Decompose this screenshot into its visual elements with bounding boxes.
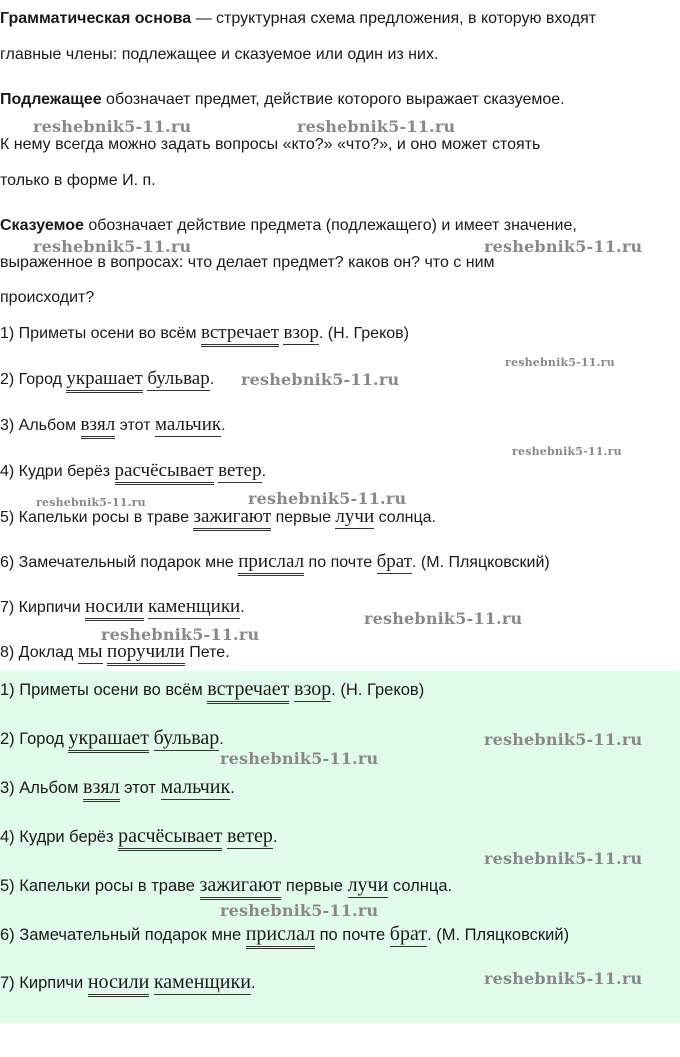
sentence-text: . [209,371,215,388]
subject-word: брат [389,923,428,945]
definition-predicate [0,216,577,236]
watermark: reshebnik5-11.ru [101,625,260,644]
watermark: reshebnik5-11.ru [364,609,523,628]
sentence-text: по почте [315,926,390,944]
subject-word: мальчик [154,414,222,435]
sentence-text: . [250,974,256,992]
sentence-text: 6) Замечательный подарок мне [0,554,239,571]
sentence-text: по почте [304,554,377,571]
subject-word: каменщики [153,971,251,993]
subject-word: лучи [347,874,389,896]
sentence-2 [0,369,214,390]
definition-grammatical-basis [0,9,596,29]
sentence-4 [0,461,266,482]
watermark: reshebnik5-11.ru [505,356,615,369]
answer-sentence-7 [0,972,256,993]
definition-text: К нему всегда можно задать вопросы «кто?» «что?», и оно может стоять [0,136,541,153]
sentence-8 [0,642,230,663]
subject-word: мальчик [160,776,231,798]
subject-word: взор [294,678,332,700]
predicate-word: украшает [66,368,142,393]
sentence-text: . [230,779,235,797]
subject-word: ветер [218,460,262,481]
watermark: reshebnik5-11.ru [484,237,643,256]
predicate-word: украшает [68,727,149,753]
sentence-text: 4) Кудри берёз [0,463,115,480]
sentence-text: . [219,730,224,748]
term-grammatical-basis: Грамматическая основа [0,10,192,27]
definition-text: происходит? [0,289,95,306]
answer-sentence-6 [0,924,569,945]
answer-sentence-5 [0,875,452,896]
watermark: reshebnik5-11.ru [220,901,379,920]
sentence-text: . (М. Пляцковский) [412,554,550,571]
predicate-word: зажигают [193,506,271,531]
sentence-5 [0,507,436,528]
sentence-text: 4) Кудри берёз [0,828,119,846]
sentence-text: . [261,463,267,480]
term-predicate: Сказуемое [0,217,84,234]
sentence-text: 2) Город [0,730,69,748]
sentence-3 [0,415,226,436]
sentence-text: 5) Капельки росы в траве [0,509,194,526]
predicate-word: встречает [207,678,289,704]
sentence-text: 7) Кирпичи [0,599,86,616]
sentence-text: . (М. Пляцковский) [427,926,570,944]
subject-word: лучи [335,506,375,527]
sentence-text: . (Н. Греков) [331,681,425,699]
sentence-text: . (Н. Греков) [318,325,409,342]
watermark: reshebnik5-11.ru [512,445,622,458]
watermark: reshebnik5-11.ru [484,730,643,749]
sentence-6 [0,552,550,573]
sentence-text: 8) Доклад [0,644,78,661]
definition-text: обозначает действие предмета (подлежащего) и имеет значение, [83,217,577,234]
sentence-text: первые [281,877,348,895]
watermark: reshebnik5-11.ru [220,749,379,768]
sentence-text: 3) Альбом [0,417,81,434]
predicate-word: встречает [201,322,279,347]
sentence-text: . [240,599,245,616]
predicate-word: прислал [238,551,304,576]
sentence-text: 6) Замечательный подарок мне [0,926,246,944]
predicate-word: носили [88,971,149,997]
watermark: reshebnik5-11.ru [484,969,643,988]
sentence-text: Пете. [184,644,230,661]
sentence-text: 3) Альбом [0,779,84,797]
watermark: reshebnik5-11.ru [484,849,643,868]
subject-word: бульвар [147,368,210,389]
watermark: reshebnik5-11.ru [248,489,407,508]
answer-sentence-4 [0,826,277,847]
watermark: reshebnik5-11.ru [241,370,400,389]
predicate-word: расчёсывает [115,460,214,485]
answer-sentence-1 [0,679,424,700]
subject-word: каменщики [148,596,241,617]
predicate-word: взял [83,776,120,802]
definition-text: выраженное в вопросах: что делает предмет? каков он? что с ним [0,254,495,271]
sentence-text: первые [271,509,336,526]
subject-word: брат [376,551,413,572]
subject-word: ветер [227,825,273,847]
predicate-word: расчёсывает [118,825,222,851]
sentence-text: 5) Капельки росы в траве [0,877,200,895]
sentence-text: 1) Приметы осени во всём [0,325,201,342]
sentence-7 [0,597,245,618]
sentence-text: 1) Приметы осени во всём [0,681,208,699]
term-subject: Подлежащее [0,91,102,108]
sentence-text: этот [119,779,161,797]
definition-subject [0,90,565,110]
predicate-word: носили [85,596,143,621]
sentence-text: 2) Город [0,371,67,388]
definition-text: главные члены: подлежащее и сказуемое или один из них. [0,46,439,63]
sentence-text: . [221,417,226,434]
watermark: reshebnik5-11.ru [36,496,146,509]
predicate-word: зажигают [200,874,282,900]
watermark: reshebnik5-11.ru [33,117,192,136]
sentence-text: 7) Кирпичи [0,974,88,992]
predicate-word: взял [81,414,116,439]
watermark: reshebnik5-11.ru [297,117,456,136]
predicate-word: поручили [107,641,185,666]
answer-sentence-3 [0,777,235,798]
predicate-word: прислал [246,923,315,949]
sentence-text: . [272,828,278,846]
definition-text: — структурная схема предложения, в которую входят [191,10,597,27]
definition-text: обозначает предмет, действие которого выражает сказуемое. [101,91,565,108]
sentence-1 [0,323,409,344]
sentence-text: этот [115,417,155,434]
subject-word: взор [283,322,319,343]
subject-word: бульвар [153,727,220,749]
watermark: reshebnik5-11.ru [33,237,192,256]
answer-sentence-2 [0,728,224,749]
sentence-text: солнца. [374,509,436,526]
definition-text: только в форме И. п. [0,172,156,189]
subject-word: мы [77,641,103,662]
sentence-text: солнца. [388,877,453,895]
